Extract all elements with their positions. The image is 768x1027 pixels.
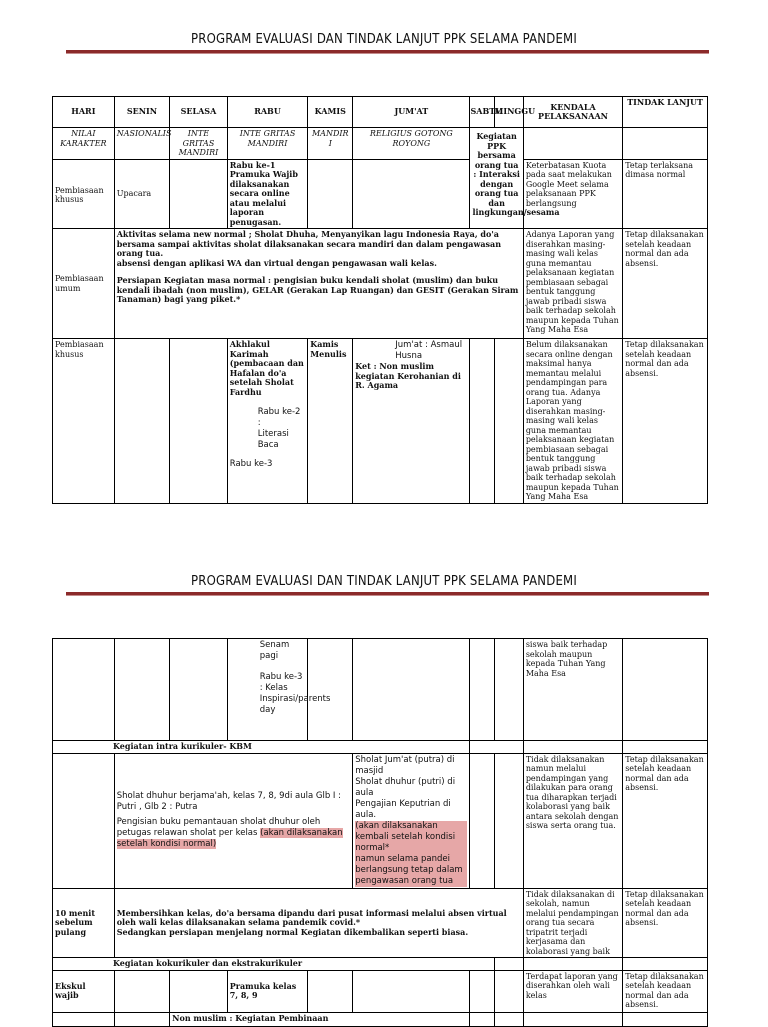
ekskul-label: Ekskul wajib — [53, 970, 115, 1012]
intra-text-1: Sholat dhuhur berjama'ah, kelas 7, 8, 9di aula Glb I : Putri , Glb 2 : Putra — [116, 791, 341, 812]
row3-rabu — [227, 339, 308, 504]
nilai-kamis: MANDIR I — [308, 128, 353, 160]
row3-rabu-2b: Literasi Baca — [257, 429, 289, 450]
ekskul-rabu: Pramuka kelas 7, 8, 9 — [227, 970, 308, 1012]
row10-kendala: Tidak dilaksanakan di sekolah, namun melalui pendampingan orang tua secara tripatrit terjadi kerjasama dan kolaborasi yang baik — [523, 888, 622, 958]
cont-rabu-3: Rabu ke-3 : Kelas Inspirasi/parents day — [259, 672, 331, 715]
ekskul-tindak: Tetap dilaksanakan setelah keadaan normal dan ada absensi. — [623, 970, 708, 1012]
intra-jumat-highlight-1: (akan dilaksanakan kembali setelah kondisi normal* — [355, 821, 467, 854]
ko-label: Kegiatan kokurikuler dan ekstrakurikuler — [53, 958, 495, 971]
nilai-karakter-label: NILAI KARAKTER — [53, 128, 115, 160]
row2-content — [114, 229, 523, 339]
row2-aktivitas: Aktivitas selama new normal ; Sholat Dhuha, Menyanyikan lagu Indonesia Raya, do'a bersama sampai aktivitas sholat dilaksanakan secara mandiri dan dalam pengawasan orang tua. — [116, 229, 502, 258]
intra-tindak: Tetap dilaksanakan setelah keadaan normal dan ada absensi. — [623, 753, 708, 888]
cont-kendala: siswa baik terhadap sekolah maupun kepada Tuhan Yang Maha Esa — [523, 639, 622, 741]
ppk-table-page2 — [52, 638, 708, 1027]
header-rabu: RABU — [227, 97, 308, 128]
page-title-1: PROGRAM EVALUASI DAN TINDAK LANJUT PPK SELAMA PANDEMI — [191, 32, 577, 47]
header-senin: SENIN — [114, 97, 169, 128]
header-kendala: KENDALA PELAKSANAAN — [523, 97, 622, 128]
header-minggu: MINGGU — [494, 97, 523, 128]
row2-kendala: Adanya Laporan yang diserahkan masing-masing wali kelas guna memantau pelaksanaan kegiatan pembiasaan sebagai bentuk tanggung jawab pribadi siswa baik terhadap sekolah maupun kepada Tuhan Yang Maha Esa — [523, 229, 622, 339]
row3-label: Pembiasaan khusus — [53, 339, 115, 504]
row3-tindak: Tetap dilaksanakan setelah keadaan normal dan ada absensi. — [623, 339, 708, 504]
row2-persiapan: Persiapan Kegiatan masa normal : pengisian buku kendali sholat (muslim) dan buku kendali ibadah (non muslim), GELAR (Gerakan Lap Ruangan) dan GESIT (Gerakan Siram Tanaman) bagi yang piket.* — [116, 275, 519, 304]
intra-text-2-highlight: (akan dilaksanakan setelah kondisi normal) — [116, 828, 343, 849]
row1-rabu: Rabu ke-1 Pramuka Wajib dilaksanakan secara online atau melalui laporan penugasan. — [227, 159, 308, 229]
row3-kendala: Belum dilaksanakan secara online dengan maksimal hanya memantau melalui pendampingan para orang tua. Adanya Laporan yang diserahkan masing-masing wali kelas guna memantau pelaksanaan kegiatan pembiasaan sebagai bentuk tanggung jawab pribadi siswa baik terhadap sekolah maupun kepada Tuhan Yang Maha Esa — [523, 339, 622, 504]
header-hari: HARI — [53, 97, 115, 128]
row2-tindak: Tetap dilaksanakan setelah keadaan normal dan ada absensi. — [623, 229, 708, 339]
title-rule-2 — [66, 592, 709, 596]
non-muslim-label: Non muslim : Kegiatan Pembinaan — [170, 1012, 470, 1026]
ppk-table-page1 — [52, 96, 708, 504]
row1-label: Pembiasaan khusus — [53, 159, 115, 229]
row1-tindak: Tetap terlaksana dimasa normal — [623, 159, 708, 229]
nilai-rabu: INTE GRITAS MANDIRI — [227, 128, 308, 160]
row3-jumat — [353, 339, 470, 504]
intra-jumat — [353, 753, 470, 888]
cont-rabu — [227, 639, 331, 741]
row3-kamis: Kamis Menulis — [308, 339, 353, 504]
intra-jumat-highlight-2: namun selama pandei berlangsung tetap dalam pengawasan orang tua — [355, 854, 467, 887]
sabtu-ppk-cell: Kegiatan PPK bersama orang tua : Interaksi dengan orang tua dan lingkungan/sesama — [470, 128, 523, 229]
row1-senin: Upacara — [114, 159, 169, 229]
row2-label: Pembiasaan umum — [53, 229, 115, 339]
nilai-senin: NASIONALIS — [114, 128, 169, 160]
intra-jumat-1: Sholat Jum'at (putra) di masjid — [355, 754, 455, 776]
header-kamis: KAMIS — [308, 97, 353, 128]
row3-rabu-2a: Rabu ke-2 : — [257, 407, 301, 428]
page-title-2: PROGRAM EVALUASI DAN TINDAK LANJUT PPK SELAMA PANDEMI — [191, 574, 577, 589]
nilai-jumat: RELIGIUS GOTONG ROYONG — [353, 128, 470, 160]
row1-kendala: Keterbatasan Kuota pada saat melakukan Google Meet selama pelaksanaan PPK berlangsung — [523, 159, 622, 229]
row10-text-2: Sedangkan persiapan menjelang normal Kegiatan dikembalikan seperti biasa. — [116, 926, 469, 937]
row2-absensi: absensi dengan aplikasi WA dan virtual dengan pengawasan wali kelas. — [116, 257, 437, 268]
intra-label: Kegiatan intra kurikuler- KBM — [53, 741, 470, 754]
row3-jumat-1: Jum'at : Asmaul Husna — [395, 340, 463, 361]
intra-jumat-3: Pengajian Keputrian di aula. — [355, 798, 451, 820]
row3-rabu-title: Akhlakul Karimah (pembacaan dan Hafalan do'a setelah Sholat Fardhu — [229, 339, 304, 397]
row10-tindak: Tetap dilaksanakan setelah keadaan normal dan ada absensi. — [623, 888, 708, 958]
nilai-selasa: INTE GRITAS MANDIRI — [170, 128, 228, 160]
intra-kendala: Tidak dilaksanakan namun melalui pendampingan yang dilakukan para orang tua diharapkan terjadi kolaborasi yang baik antara sekolah dengan siswa serta orang tua. — [523, 753, 622, 888]
cont-rabu-senam: Senam pagi — [259, 640, 290, 661]
row10-label: 10 menit sebelum pulang — [53, 888, 115, 958]
row3-jumat-2: Ket : Non muslim kegiatan Kerohanian di R. Agama — [355, 361, 461, 390]
header-selasa: SELASA — [170, 97, 228, 128]
intra-main — [114, 753, 353, 888]
intra-text-2: Pengisian buku pemantauan sholat dhuhur oleh petugas relawan sholat per kelas — [116, 817, 321, 838]
header-jumat: JUM'AT — [353, 97, 470, 128]
intra-jumat-2: Sholat dhuhur (putri) di aula — [355, 776, 456, 798]
ekskul-kendala: Terdapat laporan yang diserahkan oleh wali kelas — [523, 970, 622, 1012]
header-tindak-lanjut: TINDAK LANJUT — [623, 97, 708, 128]
row10-text-1: Membersihkan kelas, do'a bersama dipandu dari pusat informasi melalui absen virtual oleh wali kelas dilaksanakan selama pandemik covid.* — [116, 907, 507, 927]
header-sabtu: SABTU — [470, 97, 494, 128]
row3-rabu-3: Rabu ke-3 — [229, 459, 273, 469]
row10-content — [114, 888, 523, 958]
title-rule — [66, 50, 709, 54]
